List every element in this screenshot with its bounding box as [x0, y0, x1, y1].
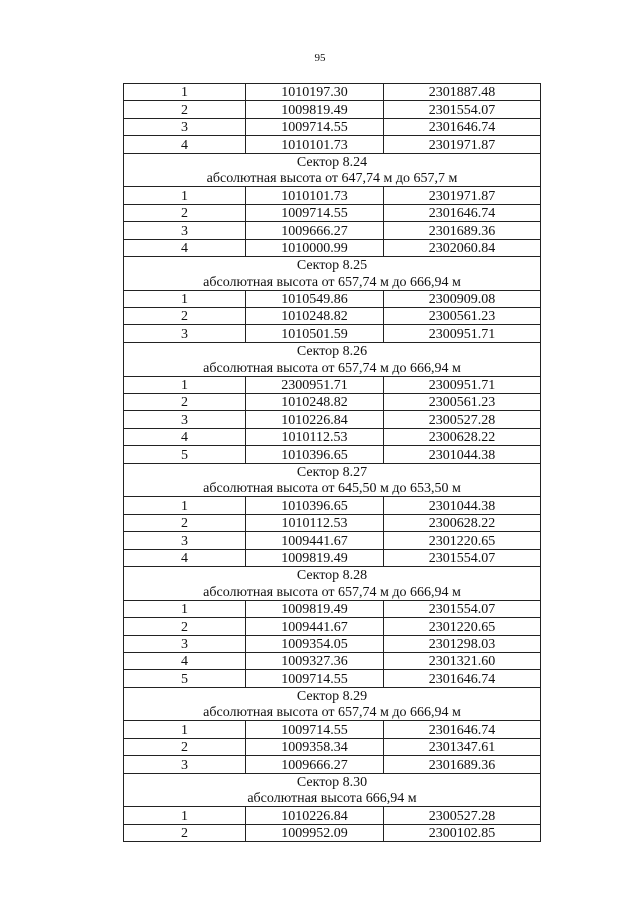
table-row [124, 187, 541, 204]
x-coordinate-cell: 1009441.67 [246, 532, 384, 549]
y-coordinate-cell: 2301044.38 [384, 446, 541, 463]
table-row [124, 411, 541, 428]
point-number-cell: 2 [124, 738, 246, 755]
sector-title: Сектор 8.26 [124, 342, 541, 359]
sector-altitude: абсолютная высота от 647,74 м до 657,7 м [124, 170, 541, 187]
y-coordinate-cell: 2301220.65 [384, 618, 541, 635]
point-number-cell: 2 [124, 204, 246, 221]
table-row [124, 239, 541, 256]
y-coordinate-cell: 2301689.36 [384, 222, 541, 239]
point-number-cell: 1 [124, 721, 246, 738]
table-row [124, 136, 541, 153]
table-row [124, 756, 541, 773]
y-coordinate-cell: 2301887.48 [384, 84, 541, 101]
table-row [124, 549, 541, 566]
y-coordinate-cell: 2300561.23 [384, 394, 541, 411]
sector-altitude-row [124, 790, 541, 807]
coordinates-table-body [124, 84, 541, 842]
sector-altitude-row [124, 704, 541, 721]
sector-title-row [124, 463, 541, 480]
x-coordinate-cell: 1010197.30 [246, 84, 384, 101]
point-number-cell: 3 [124, 222, 246, 239]
point-number-cell: 3 [124, 118, 246, 135]
table-row [124, 618, 541, 635]
point-number-cell: 3 [124, 411, 246, 428]
sector-altitude: абсолютная высота от 657,74 м до 666,94 м [124, 273, 541, 290]
x-coordinate-cell: 1010396.65 [246, 497, 384, 514]
sector-title-row [124, 153, 541, 170]
point-number-cell: 1 [124, 600, 246, 617]
y-coordinate-cell: 2300102.85 [384, 824, 541, 841]
y-coordinate-cell: 2301321.60 [384, 652, 541, 669]
point-number-cell: 3 [124, 325, 246, 342]
point-number-cell: 1 [124, 497, 246, 514]
table-row [124, 325, 541, 342]
table-row [124, 670, 541, 687]
sector-title-row [124, 773, 541, 790]
y-coordinate-cell: 2301044.38 [384, 497, 541, 514]
table-row [124, 446, 541, 463]
y-coordinate-cell: 2300527.28 [384, 807, 541, 824]
y-coordinate-cell: 2301646.74 [384, 204, 541, 221]
point-number-cell: 4 [124, 652, 246, 669]
y-coordinate-cell: 2302060.84 [384, 239, 541, 256]
x-coordinate-cell: 1010112.53 [246, 428, 384, 445]
y-coordinate-cell: 2301554.07 [384, 600, 541, 617]
table-row [124, 497, 541, 514]
y-coordinate-cell: 2301646.74 [384, 721, 541, 738]
y-coordinate-cell: 2300527.28 [384, 411, 541, 428]
y-coordinate-cell: 2301298.03 [384, 635, 541, 652]
point-number-cell: 3 [124, 756, 246, 773]
sector-title-row [124, 687, 541, 704]
point-number-cell: 1 [124, 290, 246, 307]
y-coordinate-cell: 2301220.65 [384, 532, 541, 549]
x-coordinate-cell: 1010226.84 [246, 411, 384, 428]
y-coordinate-cell: 2300909.08 [384, 290, 541, 307]
point-number-cell: 2 [124, 618, 246, 635]
table-row [124, 204, 541, 221]
table-row [124, 824, 541, 841]
sector-title: Сектор 8.25 [124, 256, 541, 273]
y-coordinate-cell: 2301554.07 [384, 549, 541, 566]
point-number-cell: 5 [124, 670, 246, 687]
sector-title: Сектор 8.27 [124, 463, 541, 480]
sector-title: Сектор 8.28 [124, 566, 541, 583]
table-row [124, 308, 541, 325]
point-number-cell: 3 [124, 635, 246, 652]
sector-altitude-row [124, 359, 541, 376]
sector-altitude-row [124, 583, 541, 600]
y-coordinate-cell: 2301689.36 [384, 756, 541, 773]
x-coordinate-cell: 1010396.65 [246, 446, 384, 463]
x-coordinate-cell: 1009714.55 [246, 204, 384, 221]
x-coordinate-cell: 1010000.99 [246, 239, 384, 256]
x-coordinate-cell: 1009714.55 [246, 670, 384, 687]
x-coordinate-cell: 1009354.05 [246, 635, 384, 652]
sector-altitude: абсолютная высота от 657,74 м до 666,94 м [124, 583, 541, 600]
table-row [124, 635, 541, 652]
x-coordinate-cell: 1010101.73 [246, 136, 384, 153]
table-row [124, 514, 541, 531]
table-row [124, 721, 541, 738]
y-coordinate-cell: 2301971.87 [384, 136, 541, 153]
point-number-cell: 1 [124, 376, 246, 393]
x-coordinate-cell: 1010248.82 [246, 308, 384, 325]
table-row [124, 428, 541, 445]
y-coordinate-cell: 2301554.07 [384, 101, 541, 118]
x-coordinate-cell: 1009358.34 [246, 738, 384, 755]
y-coordinate-cell: 2300628.22 [384, 514, 541, 531]
x-coordinate-cell: 1009441.67 [246, 618, 384, 635]
point-number-cell: 4 [124, 549, 246, 566]
x-coordinate-cell: 1009819.49 [246, 549, 384, 566]
x-coordinate-cell: 1009666.27 [246, 222, 384, 239]
sector-altitude: абсолютная высота от 645,50 м до 653,50 м [124, 480, 541, 497]
x-coordinate-cell: 1010226.84 [246, 807, 384, 824]
x-coordinate-cell: 1010101.73 [246, 187, 384, 204]
point-number-cell: 4 [124, 239, 246, 256]
sector-title: Сектор 8.29 [124, 687, 541, 704]
sector-altitude-row [124, 273, 541, 290]
y-coordinate-cell: 2300951.71 [384, 376, 541, 393]
table-row [124, 807, 541, 824]
y-coordinate-cell: 2301971.87 [384, 187, 541, 204]
x-coordinate-cell: 1009714.55 [246, 118, 384, 135]
sector-title-row [124, 566, 541, 583]
x-coordinate-cell: 1009952.09 [246, 824, 384, 841]
table-row [124, 532, 541, 549]
point-number-cell: 1 [124, 84, 246, 101]
point-number-cell: 1 [124, 807, 246, 824]
x-coordinate-cell: 1010501.59 [246, 325, 384, 342]
sector-title-row [124, 256, 541, 273]
point-number-cell: 3 [124, 532, 246, 549]
sector-altitude-row [124, 480, 541, 497]
table-row [124, 101, 541, 118]
point-number-cell: 5 [124, 446, 246, 463]
point-number-cell: 2 [124, 308, 246, 325]
table-row [124, 652, 541, 669]
point-number-cell: 1 [124, 187, 246, 204]
point-number-cell: 4 [124, 136, 246, 153]
sector-title-row [124, 342, 541, 359]
point-number-cell: 2 [124, 394, 246, 411]
table-row [124, 376, 541, 393]
y-coordinate-cell: 2300951.71 [384, 325, 541, 342]
y-coordinate-cell: 2300561.23 [384, 308, 541, 325]
table-row [124, 118, 541, 135]
sector-altitude: абсолютная высота 666,94 м [124, 790, 541, 807]
sector-altitude: абсолютная высота от 657,74 м до 666,94 м [124, 704, 541, 721]
page-number: 95 [314, 52, 326, 64]
table-row [124, 290, 541, 307]
x-coordinate-cell: 1010248.82 [246, 394, 384, 411]
sector-title: Сектор 8.24 [124, 153, 541, 170]
x-coordinate-cell: 1010549.86 [246, 290, 384, 307]
y-coordinate-cell: 2300628.22 [384, 428, 541, 445]
table-row [124, 738, 541, 755]
sector-altitude: абсолютная высота от 657,74 м до 666,94 м [124, 359, 541, 376]
sector-altitude-row [124, 170, 541, 187]
y-coordinate-cell: 2301347.61 [384, 738, 541, 755]
x-coordinate-cell: 1009666.27 [246, 756, 384, 773]
point-number-cell: 4 [124, 428, 246, 445]
y-coordinate-cell: 2301646.74 [384, 670, 541, 687]
table-row [124, 394, 541, 411]
point-number-cell: 2 [124, 824, 246, 841]
x-coordinate-cell: 1009327.36 [246, 652, 384, 669]
x-coordinate-cell: 2300951.71 [246, 376, 384, 393]
table-row [124, 222, 541, 239]
point-number-cell: 2 [124, 101, 246, 118]
x-coordinate-cell: 1010112.53 [246, 514, 384, 531]
y-coordinate-cell: 2301646.74 [384, 118, 541, 135]
x-coordinate-cell: 1009714.55 [246, 721, 384, 738]
x-coordinate-cell: 1009819.49 [246, 101, 384, 118]
point-number-cell: 2 [124, 514, 246, 531]
x-coordinate-cell: 1009819.49 [246, 600, 384, 617]
coordinates-table [123, 83, 541, 842]
table-row [124, 600, 541, 617]
sector-title: Сектор 8.30 [124, 773, 541, 790]
table-row [124, 84, 541, 101]
